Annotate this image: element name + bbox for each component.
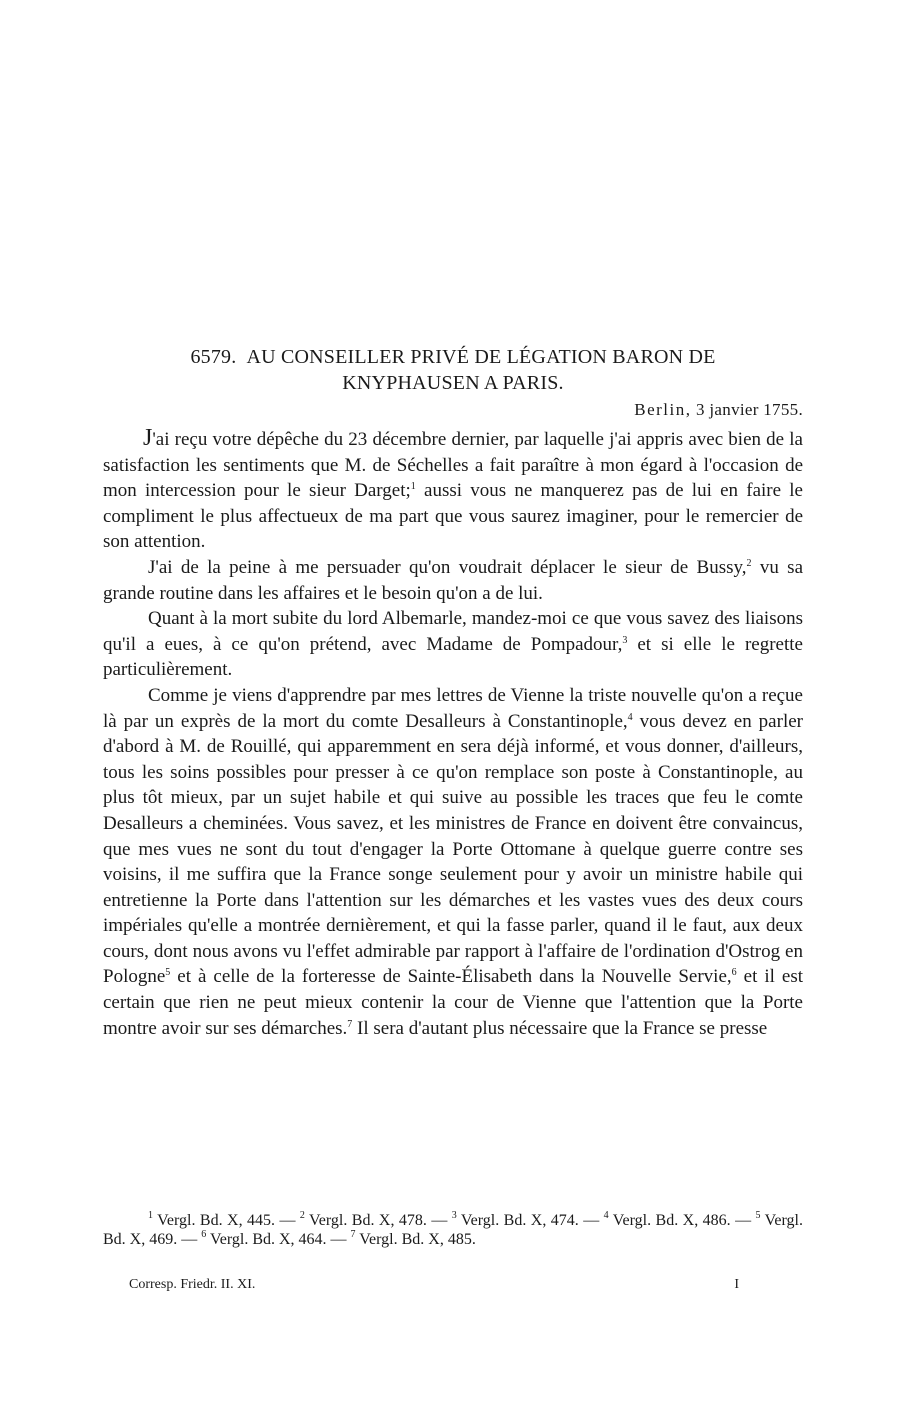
footnote-text: Vergl. Bd. X, 464. — [206,1231,351,1248]
footnote-ref: 3 [622,634,628,646]
text-run: J'ai de la peine à me persuader qu'on voudrait déplacer le sieur de Bussy, [148,556,747,578]
footnote-ref: 7 [347,1018,353,1030]
text-run: Comme je viens d'apprendre par mes lettres de Vienne la triste nouvelle qu'on a reçue là par un exprès de la mort du comte Desalleurs à Constantinople, [103,684,803,732]
footnote-ref: 5 [165,967,171,979]
footnote-block [103,1211,803,1249]
page-number: I [734,1277,739,1292]
text-run: aussi vous ne manquerez pas de lui en faire le compliment le plus affectueux de ma part que vous saurez imaginer, pour le remercier de son attention. [103,480,803,553]
dateline [634,400,803,420]
dateline-date: 3 janvier 1755. [696,400,803,419]
footnote-ref: 1 [410,481,416,493]
footnote-marker: 1 [148,1210,153,1221]
letter-heading [103,344,803,396]
footnote-text: Vergl. Bd. X, 445. — [153,1212,300,1229]
paragraph [103,683,803,1041]
heading-title-1: AU CONSEILLER PRIVÉ DE LÉGATION BARON DE [246,346,716,368]
footnote-text: Vergl. Bd. X, 485. [355,1231,476,1248]
document-page [103,0,803,1404]
footnote-text: Vergl. Bd. X, 486. — [608,1212,756,1229]
footnote-ref: 6 [731,967,737,979]
footnote-marker: 5 [755,1210,761,1221]
page-footer [129,1277,739,1293]
paragraph [103,426,803,555]
footnote-marker: 6 [201,1229,207,1240]
text-run: et il est certain que rien ne peut mieux contenir la cour de Vienne que l'attention que la Porte montre avoir sur ses démarches. [103,966,803,1039]
footnote-marker: 2 [299,1210,305,1221]
heading-line-1 [103,344,803,370]
text-run: Il sera d'autant plus nécessaire que la France se presse [352,1017,768,1039]
footnote-marker: 7 [350,1229,356,1240]
text-run: Quant à la mort subite du lord Albemarle, mandez-moi ce que vous savez des liaisons qu'il a eues, à ce qu'on prétend, avec Madame de Pompadour, [103,608,803,655]
paragraph [103,555,803,606]
footnote-text: Vergl. Bd. X, 469. — [103,1212,804,1248]
letter-body [103,426,803,1041]
dateline-place: Berlin, [634,400,692,419]
letter-number: 6579. [190,346,237,368]
footnote-text: Vergl. Bd. X, 478. — [304,1212,452,1229]
footnote-text: Vergl. Bd. X, 474. — [456,1212,604,1229]
initial-letter: J [143,425,153,451]
text-run: vous devez en parler d'abord à M. de Rouillé, qui apparemment en sera déjà informé, et vous donner, d'ailleurs, tous les soins possibles pour presser à ce qu'on remplace son poste à Constantinople, au plus tôt mieux, par un sujet habile et qui suive au possible les traces que feu le comte Desalleurs a cheminées. Vous savez, et les ministres de France en doivent être convaincus, que mes vues ne sont du tout d'engager la Porte Ottomane à quelque guerre contre ses voisins, il me suffira que la France songe seulement pour y avoir un ministre habile qui entretienne la Porte dans l'attention sur les démarches et les vastes vues des deux cours impériales qu'elle a montrée dernièrement, et qui la fasse parler, quand il le faut, aux deux cours, dont nous avons vu l'effet admirable par rapport à l'affaire de l'ordination d'Ostrog en Pologne [103,710,803,988]
footnote-ref: 4 [627,711,633,723]
paragraph [103,606,803,683]
footnote-ref: 2 [746,557,752,569]
text-run: vu sa grande routine dans les affaires et le besoin qu'on a de lui. [103,556,804,604]
footnotes [103,1211,803,1249]
text-run: et si elle le regrette particulièrement. [103,633,803,681]
text-run: et à celle de la forteresse de Sainte-Élisabeth dans la Nouvelle Servie, [170,966,732,988]
heading-title-2: KNYPHAUSEN A PARIS. [342,372,564,394]
footnote-marker: 3 [451,1210,457,1221]
footer-source: Corresp. Friedr. II. XI. [129,1277,256,1292]
text-run: 'ai reçu votre dépêche du 23 décembre dernier, par laquelle j'ai appris avec bien de la satisfaction les sentiments que M. de Séchelles a fait paraître à mon égard à l'occasion de mon intercession pour le sieur Darget; [103,429,803,502]
footnote-marker: 4 [603,1210,609,1221]
